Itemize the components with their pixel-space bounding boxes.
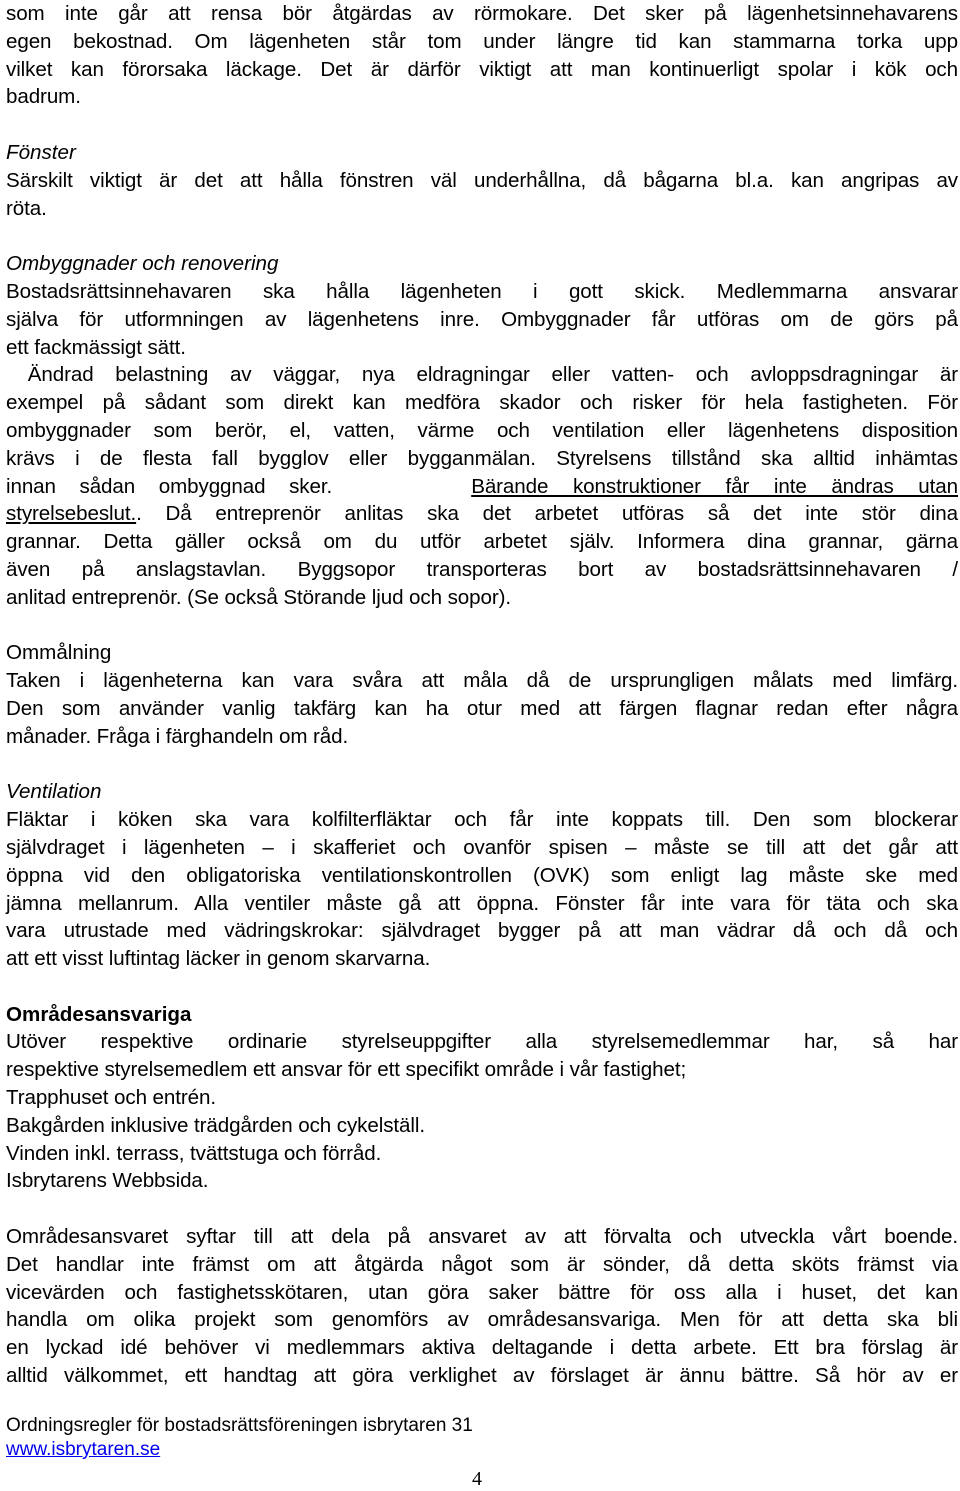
text-line: respektive styrelsemedlem ett ansvar för ett specifikt område i vår fastighet; <box>6 1058 687 1082</box>
page-number: 4 <box>472 1468 482 1490</box>
text-line: jämna mellanrum. Alla ventiler måste gå att öppna. Fönster får inte vara för täta och ska <box>6 891 958 915</box>
text-line: självdraget i lägenheten – i skafferiet och ovanför spisen – måste se till att det går att <box>6 835 958 859</box>
text-line: Det handlar inte främst om att åtgärda något som är sönder, då detta sköts främst via <box>6 1252 958 1276</box>
heading-omradesansvariga: Områdesansvariga <box>6 1002 192 1026</box>
list-item: Bakgården inklusive trädgården och cykelställ. <box>6 1113 425 1137</box>
text-line: vicevärden och fastighetsskötaren, utan göra saker bättre för oss alla i huset, det kan <box>6 1280 958 1304</box>
text-line <box>6 473 958 501</box>
list-item: Isbrytarens Webbsida. <box>6 1169 209 1193</box>
heading-ombyggnader: Ombyggnader och renovering <box>6 252 279 276</box>
footer-title: Ordningsregler för bostadsrättsföreningen isbrytaren 31 <box>6 1414 473 1436</box>
underlined-rule-text: styrelsebeslut. <box>6 502 137 526</box>
text-line: Utöver respektive ordinarie styrelseuppgifter alla styrelsemedlemmar har, så har <box>6 1030 958 1054</box>
text-segment: . Då entreprenör anlitas ska det arbetet utföras så det inte stör dina <box>136 502 958 526</box>
text-line: ett fackmässigt sätt. <box>6 335 186 359</box>
list-item: Vinden inkl. terrass, tvättstuga och förråd. <box>6 1141 382 1165</box>
text-line: Den som använder vanlig takfärg kan ha otur med att färgen flagnar redan efter några <box>6 696 958 720</box>
text-line: Särskilt viktigt är det att hålla fönstren väl underhållna, då bågarna bl.a. kan angripas av <box>6 168 958 192</box>
document-page <box>6 0 958 1462</box>
text-line: som inte går att rensa bör åtgärdas av rörmokare. Det sker på lägenhetsinnehavarens <box>6 2 958 25</box>
text-line: alltid välkommet, ett handtag att göra verklighet av förslaget är ännu bättre. Så hör av er <box>6 1364 958 1388</box>
text-line: själva för utformningen av lägenhetens inre. Ombyggnader får utföras om de görs på <box>6 307 958 331</box>
paragraph-fonster <box>6 167 958 223</box>
paragraph-intro-continued <box>6 0 958 111</box>
text-line: Taken i lägenheterna kan vara svåra att måla då de ursprungligen målats med limfärg. <box>6 669 958 693</box>
text-line: att ett visst luftintag läcker in genom skarvarna. <box>6 947 431 971</box>
heading-fonster: Fönster <box>6 140 76 164</box>
text-line: röta. <box>6 196 47 220</box>
underlined-rule-text: Bärande konstruktioner får inte ändras utan <box>471 474 958 498</box>
text-line: grannar. Detta gäller också om du utför arbetet själv. Informera dina grannar, gärna <box>6 530 958 554</box>
text-line: badrum. <box>6 85 81 109</box>
heading-ommalning: Ommålning <box>6 641 112 665</box>
paragraph-ommalning <box>6 667 958 750</box>
paragraph-ombyggnader-1 <box>6 278 958 361</box>
text-line: vara utrustade med vädringskrokar: självdraget bygger på att man vädrar då och då och <box>6 919 958 943</box>
list-item: Trapphuset och entrén. <box>6 1086 216 1110</box>
heading-ventilation: Ventilation <box>6 780 102 804</box>
text-line: handla om olika projekt som genomförs av områdesansvariga. Men för att detta ska bli <box>6 1308 958 1332</box>
text-line: Bostadsrättsinnehavaren ska hålla lägenheten i gott skick. Medlemmarna ansvarar <box>6 279 958 303</box>
text-line <box>6 500 958 528</box>
text-line: anlitad entreprenör. (Se också Störande ljud och sopor). <box>6 585 511 609</box>
text-line: en lyckad idé behöver vi medlemmars aktiva deltagande i detta arbete. Ett bra förslag är <box>6 1336 958 1360</box>
footer-website-link[interactable]: www.isbrytaren.se <box>6 1438 161 1460</box>
paragraph-omradesansvariga-1 <box>6 1028 958 1084</box>
text-line: Områdesansvaret syftar till att dela på ansvaret av att förvalta och utveckla vårt boende. <box>6 1225 958 1249</box>
text-line: Ändrad belastning av väggar, nya eldragningar eller vatten- och avloppsdragningar är <box>6 363 958 387</box>
area-list <box>6 1084 958 1195</box>
paragraph-ventilation <box>6 806 958 973</box>
text-line: öppna vid den obligatoriska ventilationskontrollen (OVK) som enligt lag måste ske med <box>6 863 958 887</box>
text-line: Fläktar i köken ska vara kolfilterfläktar och får inte koppats till. Den som blockerar <box>6 808 958 832</box>
text-line: egen bekostnad. Om lägenheten står tom under längre tid kan stammarna torka upp <box>6 29 958 53</box>
text-line: även på anslagstavlan. Byggsopor transporteras bort av bostadsrättsinnehavaren / <box>6 557 958 581</box>
text-line: ombyggnader som berör, el, vatten, värme och ventilation eller lägenhetens disposition <box>6 418 958 442</box>
text-segment: innan sådan ombyggnad sker. <box>6 474 333 498</box>
text-line: exempel på sådant som direkt kan medföra skador och risker för hela fastigheten. För <box>6 391 958 415</box>
text-line: månader. Fråga i färghandeln om råd. <box>6 724 349 748</box>
text-line: vilket kan förorsaka läckage. Det är därför viktigt att man kontinuerligt spolar i kök och <box>6 57 958 81</box>
paragraph-ombyggnader-2 <box>6 361 958 611</box>
paragraph-omradesansvariga-2 <box>6 1223 958 1390</box>
text-line: krävs i de flesta fall bygglov eller bygganmälan. Styrelsens tillstånd ska alltid inhämtas <box>6 446 958 470</box>
